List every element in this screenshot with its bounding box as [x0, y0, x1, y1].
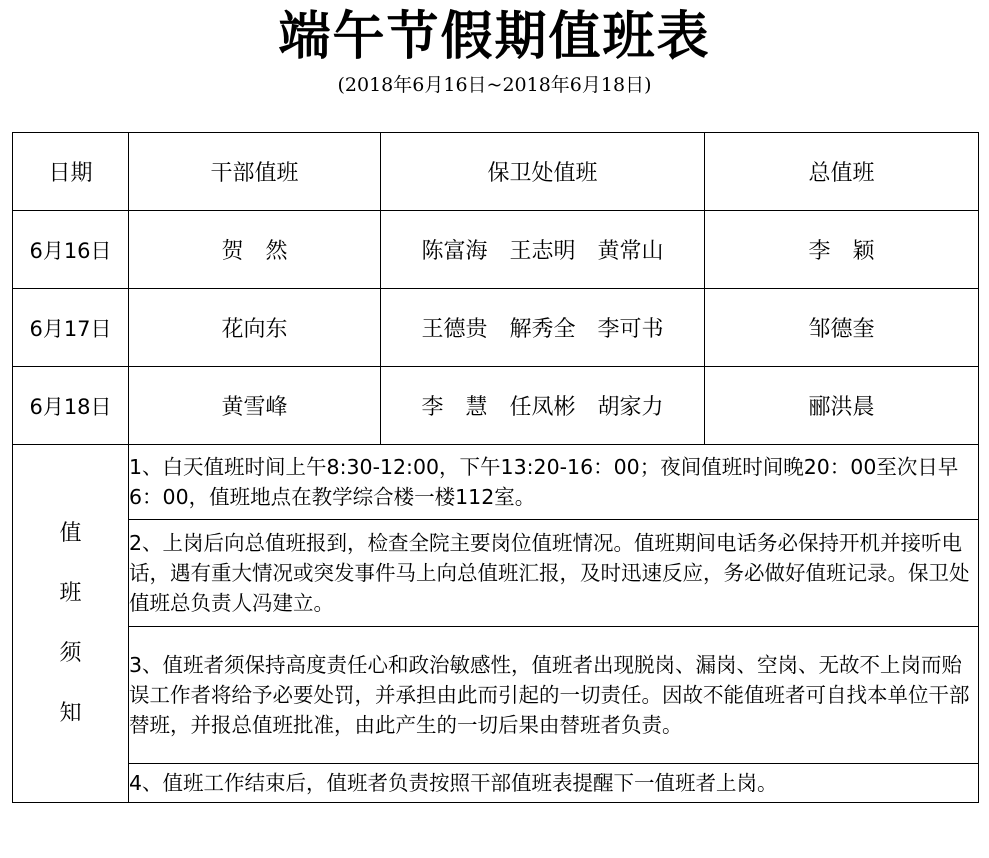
date-range-subtitle: (2018年6月16日~2018年6月18日)	[337, 74, 652, 96]
column-header-chief-duty: 总值班	[705, 133, 979, 211]
table-row	[13, 289, 979, 367]
note-item: 4、值班工作结束后，值班者负责按照干部值班表提醒下一值班者上岗。	[129, 764, 979, 803]
table-row	[13, 211, 979, 289]
notes-label	[13, 445, 129, 803]
notes-label-char: 班	[59, 580, 82, 606]
note-item: 2、上岗后向总值班报到，检查全院主要岗位值班情况。值班期间电话务必保持开机并接听电话，遇有重大情况或突发事件马上向总值班汇报，及时迅速反应，务必做好值班记录。保卫处值班总负责人冯建立。	[129, 520, 979, 627]
notes-row	[13, 764, 979, 803]
date-cell: 6月18日	[13, 367, 129, 445]
table-row	[13, 367, 979, 445]
note-item: 1、白天值班时间上午8:30-12:00，下午13:20-16：00；夜间值班时间晚20：00至次日早6：00，值班地点在教学综合楼一楼112室。	[129, 445, 979, 520]
chief-duty-cell: 邹德奎	[705, 289, 979, 367]
cadre-duty-cell: 花向东	[129, 289, 381, 367]
security-duty-cell: 陈富海 王志明 黄常山	[381, 211, 705, 289]
notes-row	[13, 445, 979, 520]
cadre-duty-cell: 黄雪峰	[129, 367, 381, 445]
security-duty-cell: 王德贵 解秀全 李可书	[381, 289, 705, 367]
date-cell: 6月16日	[13, 211, 129, 289]
notes-label-char: 知	[59, 700, 82, 726]
chief-duty-cell: 李 颖	[705, 211, 979, 289]
column-header-date: 日期	[13, 133, 129, 211]
column-header-security-duty: 保卫处值班	[381, 133, 705, 211]
notes-row	[13, 627, 979, 764]
column-header-cadre-duty: 干部值班	[129, 133, 381, 211]
table-header-row	[13, 133, 979, 211]
note-item: 3、值班者须保持高度责任心和政治敏感性，值班者出现脱岗、漏岗、空岗、无故不上岗而贻误工作者将给予必要处罚，并承担由此而引起的一切责任。因故不能值班者可自找本单位干部替班，并报总值班批准，由此产生的一切后果由替班者负责。	[129, 627, 979, 764]
cadre-duty-cell: 贺 然	[129, 211, 381, 289]
notes-row	[13, 520, 979, 627]
notes-label-char: 须	[59, 640, 82, 666]
page-title: 端午节假期值班表	[278, 6, 711, 67]
chief-duty-cell: 郦洪晨	[705, 367, 979, 445]
date-cell: 6月17日	[13, 289, 129, 367]
notes-label-char: 值	[59, 520, 82, 546]
duty-roster-table	[12, 132, 979, 803]
security-duty-cell: 李 慧 任凤彬 胡家力	[381, 367, 705, 445]
